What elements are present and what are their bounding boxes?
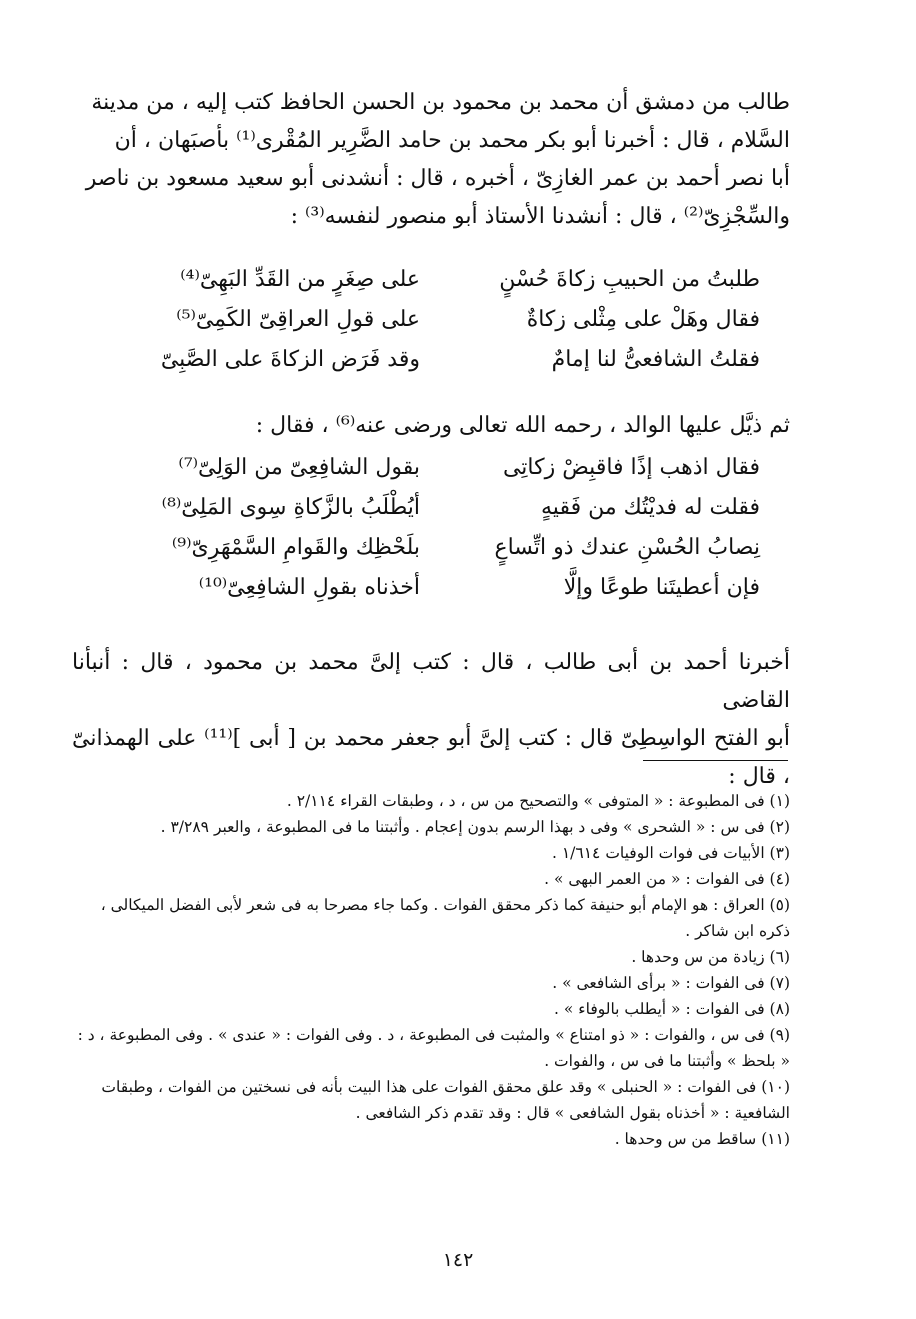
verse-second-hemistich: وقد فَرَض الزكاةَ على الصَّبِىّ <box>160 347 420 372</box>
verse <box>120 568 760 608</box>
verse <box>120 488 760 528</box>
verse-second-hemistich: بقول الشافِعِىّ من الوَلِىّ⁽⁷⁾ <box>178 455 420 480</box>
closing-paragraph <box>72 644 790 796</box>
footnote: (٥) العراق : هو الإمام أبو حنيفة كما ذكر محقق الفوات . وكما جاء مصرحا به فى شعر لأبى الفضل الميكالى ، ذكره ابن شاكر . <box>100 896 790 940</box>
footnotes <box>72 788 790 1152</box>
footnote: (٩) فى س ، والفوات : « ذو امتناع » والمثبت فى المطبوعة ، د . وفى الفوات : « عندى » . وفى المطبوعة ، د : « بلحظ » وأثبتنا ما فى س ، والفوات . <box>77 1026 790 1070</box>
footnote: (٣) الأبيات فى فوات الوفيات ١/٦١٤ . <box>552 844 790 862</box>
page-number: ١٤٢ <box>442 1249 474 1271</box>
text-line: أبا نصر أحمد بن عمر الغازِىّ ، أخبره ، قال : أنشدنى أبو سعيد مسعود بن ناصر <box>85 166 790 191</box>
verse-first-hemistich: فقال وهَلْ على مِثْلى زكاةٌ <box>526 307 760 332</box>
text-line: أخبرنا أحمد بن أبى طالب ، قال : كتب إلىَّ محمد بن محمود ، قال : أنبأنا القاضى <box>72 650 790 713</box>
intro-paragraph <box>72 84 790 236</box>
footnote: (١٠) فى الفوات : « الحنبلى » وقد علق محقق الفوات على هذا البيت بأنه فى نسختين من الفوات ، وطبقات الشافعية : « أخذناه بقول الشافعى » قال : وقد تقدم ذكر الشافعى . <box>101 1078 790 1122</box>
footnote: (١١) ساقط من س وحدها . <box>614 1130 790 1148</box>
verse-second-hemistich: أيُطْلَبُ بالزَّكاةِ سِوى المَلِىّ⁽⁸⁾ <box>161 495 420 520</box>
verse-first-hemistich: طلبتُ من الحبيبِ زكاةَ حُسْنٍ <box>499 267 760 292</box>
verse <box>120 528 760 568</box>
verse-first-hemistich: فقلتُ الشافعىُّ لنا إمامٌ <box>551 347 760 372</box>
verse-first-hemistich: نِصابُ الحُسْنِ عندك ذو اتِّساعٍ <box>494 535 760 560</box>
text-line: والسِّجْزِىّ⁽²⁾ ، قال : أنشدنا الأستاذ أبو منصور لنفسه⁽³⁾ : <box>290 204 790 229</box>
verse-second-hemistich: على صِغَرٍ من القَدِّ البَهِىّ⁽⁴⁾ <box>180 267 420 292</box>
verse-first-hemistich: فقال اذهب إذًا فاقبِضْ زكاتِى <box>502 455 760 480</box>
verse-first-hemistich: فإن أعطيتَنا طوعًا وإلَّا <box>563 575 760 600</box>
text-line: أبو الفتح الواسِطِىّ قال : كتب إلىَّ أبو جعفر محمد بن [ أبى ]⁽¹¹⁾ على الهمذانىّ ، قال : <box>72 726 790 789</box>
footnote: (١) فى المطبوعة : « المتوفى » والتصحيح من س ، د ، وطبقات القراء ٢/١١٤ . <box>286 792 790 810</box>
text-line: طالب من دمشق أن محمد بن محمود بن الحسن الحافظ كتب إليه ، من مدينة <box>91 90 790 115</box>
footnote: (٤) فى الفوات : « من العمر البهى » . <box>544 870 790 888</box>
verse-second-hemistich: على قولِ العراقِىّ الكَمِىّ⁽⁵⁾ <box>176 307 420 332</box>
verse <box>120 300 760 340</box>
verse-second-hemistich: أخذناه بقولِ الشافِعِىّ⁽¹⁰⁾ <box>198 575 420 600</box>
verse <box>120 260 760 300</box>
footnote: (٧) فى الفوات : « برأى الشافعى » . <box>552 974 790 992</box>
poem-first <box>120 260 760 380</box>
footnote: (٨) فى الفوات : « أيطلب بالوفاء » . <box>554 1000 790 1018</box>
text-line: السَّلام ، قال : أخبرنا أبو بكر محمد بن حامد الضَّرِير المُقْرى⁽¹⁾ بأصبَهان ، أن <box>114 128 790 153</box>
poem-second <box>120 448 760 608</box>
verse-first-hemistich: فقلت له فديْتُك من فَقيهٍ <box>541 495 760 520</box>
footnote-separator <box>643 760 788 761</box>
verse <box>120 340 760 380</box>
verse-second-hemistich: بلَحْظِك والقَوامِ السَّمْهَرِىّ⁽⁹⁾ <box>171 535 420 560</box>
verse <box>120 448 760 488</box>
bridge-line: ثم ذيَّل عليها الوالد ، رحمه الله تعالى ورضى عنه⁽⁶⁾ ، فقال : <box>255 413 790 438</box>
footnote: (٦) زيادة من س وحدها . <box>631 948 790 966</box>
footnote: (٢) فى س : « الشحرى » وفى د بهذا الرسم بدون إعجام . وأثبتنا ما فى المطبوعة ، والعبر ٣/٢٨٩ . <box>160 818 790 836</box>
